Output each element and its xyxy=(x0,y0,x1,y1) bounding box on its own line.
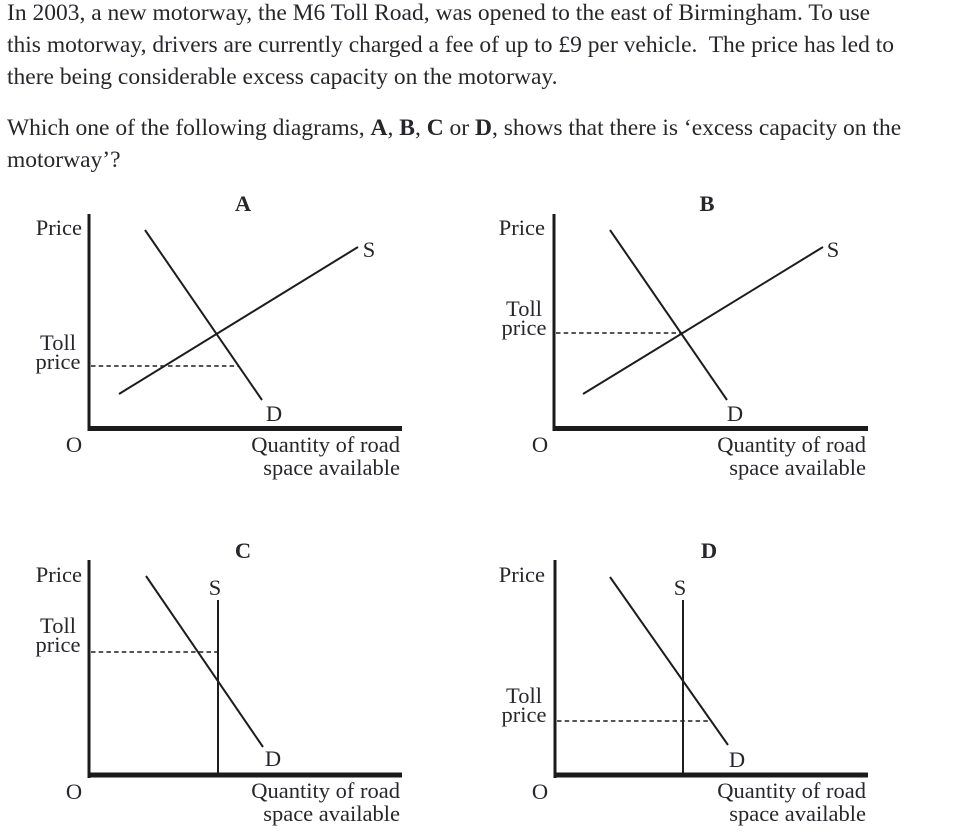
diagram-c-title: C xyxy=(234,538,252,563)
diagram-b-supply-curve xyxy=(583,247,823,394)
question-sep-bc: , xyxy=(414,115,427,141)
diagram-a-demand-curve xyxy=(145,230,262,400)
diagram-c-price-label: Price xyxy=(35,562,82,587)
option-letter-a: A xyxy=(370,115,388,141)
diagram-d xyxy=(480,520,973,836)
question-line-1 xyxy=(7,112,965,144)
diagram-d-demand-curve xyxy=(610,577,728,745)
diagram-a-supply-curve xyxy=(119,247,358,394)
diagram-a-price-label: Price xyxy=(35,215,82,240)
diagram-a-title: A xyxy=(234,191,252,216)
diagram-a-supply-label: S xyxy=(362,237,376,262)
diagram-c xyxy=(0,520,490,836)
diagram-b-origin-label: O xyxy=(531,432,549,457)
question-line-2: motorway’? xyxy=(7,147,121,173)
diagram-c-demand-label: D xyxy=(264,746,282,771)
diagram-a-xlabel-line1: Quantity of road xyxy=(251,432,400,457)
diagram-c-xlabel-line1: Quantity of road xyxy=(251,778,400,803)
intro-line-3: there being considerable excess capacity on the motorway. xyxy=(7,64,558,90)
diagram-d-toll-label-line1: Toll xyxy=(506,683,542,708)
diagram-d-toll-label-line2: price xyxy=(501,702,547,727)
option-letter-d: D xyxy=(475,115,492,141)
intro-line-1: In 2003, a new motorway, the M6 Toll Road, was opened to the east of Birmingham. To use xyxy=(7,0,871,26)
diagram-b xyxy=(480,185,973,500)
diagram-a-xlabel-line2: space available xyxy=(263,455,400,480)
diagram-b-xlabel-line2: space available xyxy=(729,455,866,480)
diagram-d-demand-label: D xyxy=(728,747,746,772)
diagram-b-toll-label-line1: Toll xyxy=(506,296,542,321)
diagram-a-toll-label-line1: Toll xyxy=(40,330,76,355)
question-outro: , shows that there is ‘excess capacity on the xyxy=(491,115,902,141)
diagram-b-supply-label: S xyxy=(826,237,840,262)
diagram-b-demand-curve xyxy=(610,230,727,400)
question-sep-ab: , xyxy=(387,115,400,141)
diagram-b-price-label: Price xyxy=(498,215,545,240)
option-letter-b: B xyxy=(399,115,415,141)
diagram-a-toll-label-line2: price xyxy=(35,349,81,374)
question-intro: Which one of the following diagrams, xyxy=(7,115,371,141)
question-sep-cd: or xyxy=(443,115,475,141)
diagram-d-supply-label: S xyxy=(673,575,687,600)
question-paragraph xyxy=(7,112,965,176)
diagram-c-supply-label: S xyxy=(208,575,222,600)
intro-paragraph xyxy=(7,0,965,93)
diagram-c-toll-label-line1: Toll xyxy=(40,613,76,638)
diagram-b-xlabel-line1: Quantity of road xyxy=(717,432,866,457)
diagram-a xyxy=(0,185,490,500)
diagram-c-xlabel-line2: space available xyxy=(263,801,400,826)
diagram-c-toll-label-line2: price xyxy=(35,632,81,657)
option-letter-c: C xyxy=(426,115,444,141)
diagram-d-origin-label: O xyxy=(531,779,549,804)
intro-line-2: this motorway, drivers are currently charged a fee of up to £9 per vehicle. The price has led to xyxy=(7,32,895,58)
diagram-b-demand-label: D xyxy=(726,401,744,426)
diagram-a-demand-label: D xyxy=(265,401,283,426)
diagram-c-origin-label: O xyxy=(65,779,83,804)
diagram-d-title: D xyxy=(700,538,718,563)
diagram-d-xlabel-line1: Quantity of road xyxy=(717,778,866,803)
diagram-d-xlabel-line2: space available xyxy=(729,801,866,826)
diagram-d-price-label: Price xyxy=(498,562,545,587)
diagram-c-demand-curve xyxy=(146,576,263,747)
diagram-b-toll-label-line2: price xyxy=(501,315,547,340)
diagram-a-origin-label: O xyxy=(65,432,83,457)
question-text-block xyxy=(7,0,965,176)
diagram-b-title: B xyxy=(699,191,715,216)
